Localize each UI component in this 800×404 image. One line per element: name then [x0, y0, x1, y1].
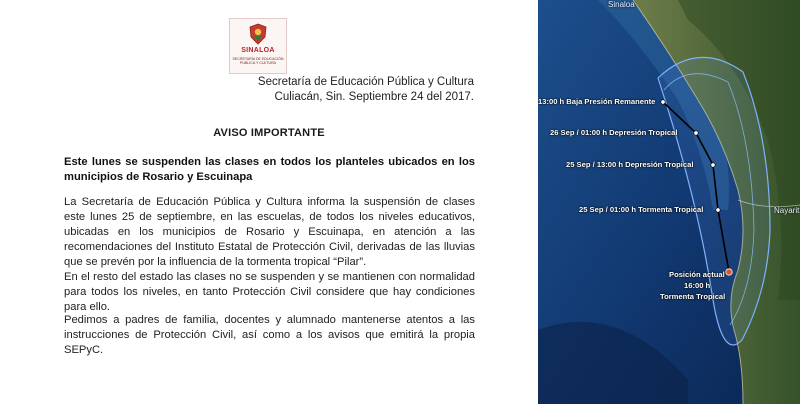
track-point-depression-2: [711, 163, 715, 167]
notice-title: AVISO IMPORTANTE: [213, 127, 325, 139]
secretariat-line: Secretaría de Educación Pública y Cultura: [257, 76, 474, 88]
notice-headline: Este lunes se suspenden las clases en todos los planteles ubicados en los municipios de Rosario y Escuinapa: [64, 156, 475, 183]
current-position-marker: [726, 269, 732, 275]
track-point-depression-1: [694, 131, 698, 135]
logo-subtitle: SECRETARÍA DE EDUCACIÓN PÚBLICA Y CULTURA: [232, 57, 284, 66]
track-point-storm: [716, 208, 720, 212]
track-label-remnant-low: 13:00 h Baja Presión Remanente: [538, 97, 656, 106]
track-label-depression-1: 26 Sep / 01:00 h Depresión Tropical: [550, 128, 678, 137]
track-label-storm: 25 Sep / 01:00 h Tormenta Tropical: [579, 205, 704, 214]
storm-track-map: [538, 0, 800, 404]
paragraph-instructions: Pedimos a padres de familia, docentes y alumnado mantenerse atentos a las instrucciones de Protección Civil, así como a los avisos que emitirá la propia SEPyC.: [64, 314, 475, 356]
place-label-nayarit: Nayarit: [774, 206, 800, 215]
track-point-remnant: [661, 100, 665, 104]
paragraph-rest-of-state: En el resto del estado las clases no se suspenden y se mantienen con normalidad para todos los niveles, en tanto Protección Civil considere que hay condiciones para ello.: [64, 271, 475, 313]
paragraph-suspension: La Secretaría de Educación Pública y Cultura informa la suspensión de clases este lunes 25 de septiembre, en las escuelas, de todos los niveles educativos, ubicadas en los municipios de Rosario y Escuinapa, en atención a las recomendaciones del Instituto Estatal de Protección Civil, derivadas de las lluvias que se prevén por la influencia de la tormenta tropical “Pilar”.: [64, 196, 475, 268]
track-label-depression-2: 25 Sep / 13:00 h Depresión Tropical: [566, 160, 694, 169]
map-graphic: [538, 0, 800, 404]
current-position-title: Posición actual: [669, 270, 725, 279]
crest-icon: [248, 23, 268, 45]
logo-name: SINALOA: [241, 47, 275, 54]
sinaloa-logo: [229, 18, 287, 74]
current-position-status: Tormenta Tropical: [660, 292, 726, 301]
place-date-line: Culiacán, Sin. Septiembre 24 del 2017.: [274, 91, 474, 103]
place-label-sinaloa: Sinaloa: [608, 0, 635, 9]
current-position-time: 16:00 h: [684, 281, 711, 290]
